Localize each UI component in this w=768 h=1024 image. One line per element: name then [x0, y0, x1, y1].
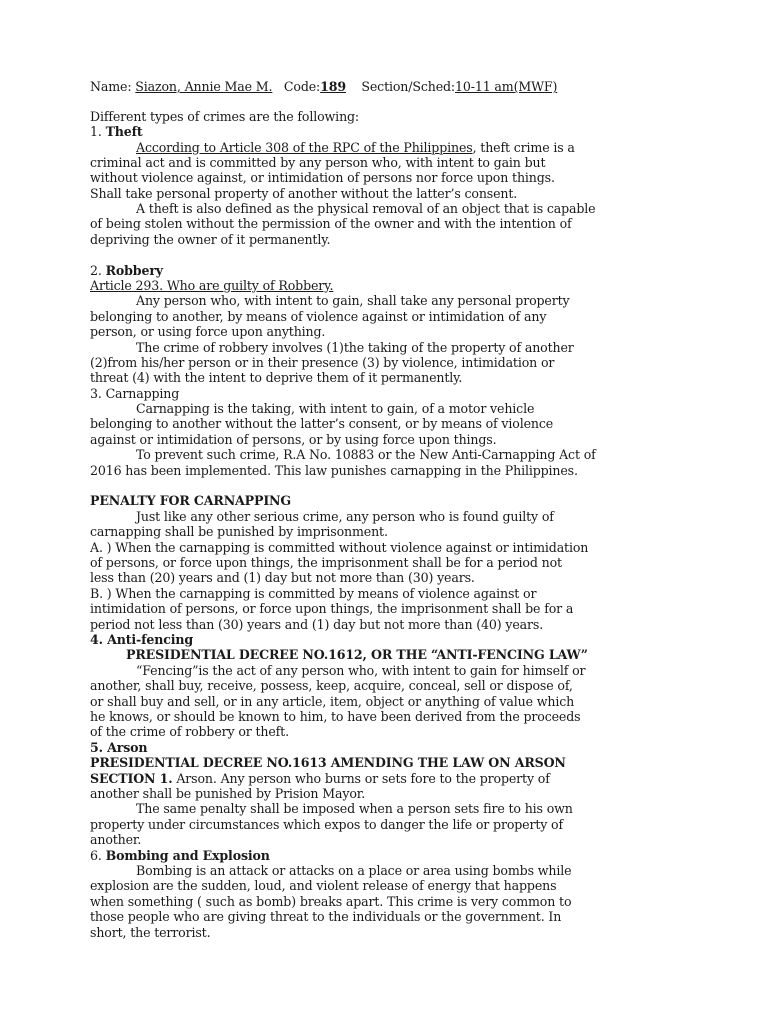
- section-value: 10-11 am(MWF): [455, 79, 558, 94]
- intro-text: Different types of crimes are the following:: [90, 109, 360, 124]
- penalty-b-line: period not less than (30) years and (1) day but not more than (40) years.: [90, 617, 544, 632]
- robbery-paragraph-line: person, or using force upon anything.: [90, 324, 326, 339]
- theft-definition-line: depriving the owner of it permanently.: [90, 232, 331, 247]
- theft-paragraph-line: Shall take personal property of another without the latter’s consent.: [90, 186, 518, 201]
- bombing-heading: 6. Bombing and Explosion: [90, 848, 270, 863]
- theft-paragraph-line: without violence against, or intimidation of persons nor force upon things.: [90, 170, 555, 185]
- penalty-a-line: A. ) When the carnapping is committed without violence against or intimidation: [90, 540, 589, 555]
- antifencing-paragraph-line: another, shall buy, receive, possess, keep, acquire, conceal, sell or dispose of,: [90, 678, 573, 693]
- penalty-heading: PENALTY FOR CARNAPPING: [90, 493, 292, 508]
- carnapping-paragraph-line: against or intimidation of persons, or by using force upon things.: [90, 432, 497, 447]
- arson-section-label: SECTION 1.: [90, 771, 173, 786]
- bombing-paragraph-line: Bombing is an attack or attacks on a place or area using bombs while: [136, 863, 572, 878]
- robbery-paragraph-line: belonging to another, by means of violence against or intimidation of any: [90, 309, 547, 324]
- antifencing-paragraph-line: or shall buy and sell, or in any article, item, object or anything of value which: [90, 694, 575, 709]
- penalty-b-line: B. ) When the carnapping is committed by means of violence against or: [90, 586, 537, 601]
- antifencing-decree: PRESIDENTIAL DECREE NO.1612, OR THE “ANTI-FENCING LAW”: [126, 647, 588, 662]
- carnapping-paragraph-line: Carnapping is the taking, with intent to gain, of a motor vehicle: [136, 401, 535, 416]
- robbery-elements-line: The crime of robbery involves (1)the taking of the property of another: [136, 340, 574, 355]
- arson-section-line: another shall be punished by Prision Mayor.: [90, 786, 366, 801]
- antifencing-paragraph-line: of the crime of robbery or theft.: [90, 724, 289, 739]
- carnapping-heading: 3. Carnapping: [90, 386, 180, 401]
- penalty-b-line: intimidation of persons, or force upon things, the imprisonment shall be for a: [90, 601, 574, 616]
- code-value: 189: [320, 79, 346, 94]
- penalty-paragraph-line: Just like any other serious crime, any person who is found guilty of: [136, 509, 554, 524]
- penalty-a-line: of persons, or force upon things, the imprisonment shall be for a period not: [90, 555, 562, 570]
- robbery-elements-line: (2)from his/her person or in their presence (3) by violence, intimidation or: [90, 355, 555, 370]
- arson-penalty-line: another.: [90, 832, 142, 847]
- arson-penalty-line: property under circumstances which expos to danger the life or property of: [90, 817, 564, 832]
- student-header: [90, 79, 557, 94]
- bombing-paragraph-line: explosion are the sudden, loud, and violent release of energy that happens: [90, 878, 557, 893]
- theft-article-reference: According to Article 308 of the RPC of the Philippines: [136, 140, 473, 155]
- robbery-heading: 2. Robbery: [90, 263, 163, 278]
- arson-decree: PRESIDENTIAL DECREE NO.1613 AMENDING THE LAW ON ARSON: [90, 755, 566, 770]
- name-value: Siazon, Annie Mae M.: [135, 79, 273, 94]
- robbery-article: Article 293. Who are guilty of Robbery.: [90, 278, 334, 293]
- carnapping-law-line: To prevent such crime, R.A No. 10883 or the New Anti-Carnapping Act of: [136, 447, 596, 462]
- theft-paragraph-line: criminal act and is committed by any person who, with intent to gain but: [90, 155, 546, 170]
- arson-heading: 5. Arson: [90, 740, 148, 755]
- theft-definition-line: A theft is also defined as the physical removal of an object that is capable: [136, 201, 596, 216]
- robbery-paragraph-line: Any person who, with intent to gain, shall take any personal property: [136, 293, 570, 308]
- arson-penalty-line: The same penalty shall be imposed when a person sets fire to his own: [136, 801, 573, 816]
- carnapping-law-line: 2016 has been implemented. This law punishes carnapping in the Philippines.: [90, 463, 578, 478]
- theft-paragraph-line: According to Article 308 of the RPC of the Philippines, theft crime is a: [136, 140, 575, 155]
- antifencing-paragraph-line: he knows, or should be known to him, to have been derived from the proceeds: [90, 709, 581, 724]
- carnapping-paragraph-line: belonging to another without the latter’s consent, or by means of violence: [90, 416, 554, 431]
- code-label: Code:: [283, 79, 321, 94]
- penalty-paragraph-line: carnapping shall be punished by imprisonment.: [90, 524, 388, 539]
- bombing-paragraph-line: short, the terrorist.: [90, 925, 211, 940]
- antifencing-heading: 4. Anti-fencing: [90, 632, 194, 647]
- antifencing-paragraph-line: “Fencing”is the act of any person who, with intent to gain for himself or: [136, 663, 586, 678]
- name-label: Name:: [90, 79, 136, 94]
- penalty-a-line: less than (20) years and (1) day but not more than (30) years.: [90, 570, 475, 585]
- arson-section-line: SECTION 1. Arson. Any person who burns or sets fore to the property of: [90, 771, 550, 786]
- section-label: Section/Sched:: [361, 79, 456, 94]
- bombing-paragraph-line: when something ( such as bomb) breaks apart. This crime is very common to: [90, 894, 572, 909]
- robbery-elements-line: threat (4) with the intent to deprive them of it permanently.: [90, 370, 463, 385]
- bombing-paragraph-line: those people who are giving threat to the individuals or the government. In: [90, 909, 562, 924]
- theft-heading: 1. Theft: [90, 124, 143, 139]
- theft-definition-line: of being stolen without the permission of the owner and with the intention of: [90, 216, 572, 231]
